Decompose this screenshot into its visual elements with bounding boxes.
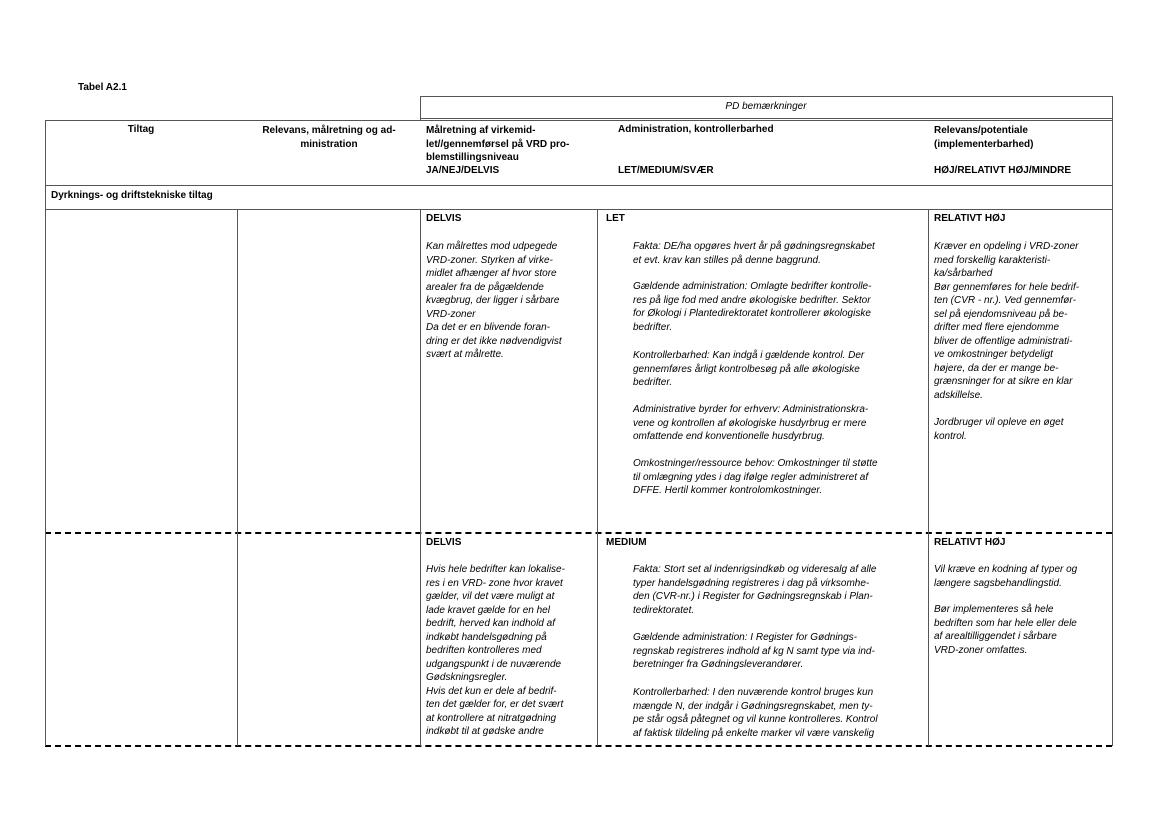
administration-rating: MEDIUM — [606, 537, 647, 548]
header-maalretning: Målretning af virkemid- let//gennemførsel på VRD pro- blemstillingsniveau — [426, 125, 570, 163]
administration-fakta: Fakta: Stort set al indenrigsindkøb og videresalg af alle typer handelsgødning registreres i dag på virksomhe- den (CVR-nr.) i Register for Gødningsregnskab i Plan- tedirektoratet. — [633, 564, 877, 616]
header-potentiale: Relevans/potentiale (implementerbarhed) — [934, 125, 1034, 150]
maalretning-text: Hvis hele bedrifter kan lokalise- res i en VRD- zone hvor kravet gælder, vil det være muligt at lade kravet gælde for en hel bedrift, herved kan indhold af indkøbt handelsgødning på bedriften kontrolleres med udgangspunkt i de nuværende Gødskningsregler. Hvis det kun er dele af bedrif- ten det gælder for, er det svært at kontrollere at nitratgødning indkøbt til at gødske andre — [426, 564, 565, 737]
header-tiltag: Tiltag — [127, 124, 155, 135]
maalretning-rating: DELVIS — [426, 213, 462, 224]
section-title: Dyrknings- og driftstekniske tiltag — [51, 190, 213, 201]
header-administration-scale: LET/MEDIUM/SVÆR — [618, 165, 714, 176]
pd-header: PD bemærkninger — [725, 101, 807, 112]
table-title: Tabel A2.1 — [78, 82, 127, 93]
potentiale-rating: RELATIVT HØJ — [934, 213, 1006, 224]
header-administration: Administration, kontrollerbarhed — [618, 124, 774, 135]
administration-rating: LET — [606, 213, 625, 224]
header-maalretning-scale: JA/NEJ/DELVIS — [426, 165, 500, 176]
maalretning-rating: DELVIS — [426, 537, 462, 548]
administration-kontrollerbarhed: Kontrollerbarhed: I den nuværende kontrol bruges kun mængde N, der indgår i Gødningsregnskabet, men ty- pe står også påtegnet og vil kunne kontrolleres. Kontrol af faktisk tildeling på enkelte marker vil være vanskelig — [633, 687, 878, 739]
potentiale-rating: RELATIVT HØJ — [934, 537, 1006, 548]
potentiale-note: Jordbruger vil opleve en øget kontrol. — [934, 417, 1064, 442]
administration-byrder: Administrative byrder for erhverv: Administrationskra- vene og kontrollen af økologiske husdyrbrug er mere omfattende end konventionelle husdyrbrug. — [633, 404, 869, 442]
header-potentiale-scale: HØJ/RELATIVT HØJ/MINDRE — [934, 165, 1072, 176]
administration-omkostninger: Omkostninger/ressource behov: Omkostninger til støtte til omlægning ydes i dag ifølge regler administreret af DFFE. Hertil kommer kontrolomkostninger. — [633, 458, 878, 496]
administration-gaeldende: Gældende administration: I Register for Gødnings- regnskab registreres indhold af kg N samt type via ind- beretninger fra Gødningsleverandører. — [633, 632, 875, 670]
administration-kontrollerbarhed: Kontrollerbarhed: Kan indgå i gældende kontrol. Der gennemføres årligt kontrolbesøg på alle økologiske bedrifter. — [633, 350, 865, 388]
maalretning-text: Kan målrettes mod udpegede VRD-zoner. Styrken af virke- midlet afhænger af hvor store arealer fra de pågældende kvægbrug, der ligger i sårbare VRD-zoner Da det er en blivende foran- dring er det ikke nødvendigvist svært at målrette. — [426, 241, 562, 360]
header-relevans: Relevans, målretning og ad- ministration — [262, 125, 396, 150]
potentiale-text: Vil kræve en kodning af typer og længere sagsbehandlingstid. — [934, 564, 1078, 589]
potentiale-note: Bør implementeres så hele bedriften som har hele eller dele af arealtilliggendet i sårbare VRD-zoner omfattes. — [934, 604, 1077, 656]
administration-gaeldende: Gældende administration: Omlagte bedrifter kontrolle- res på lige fod med andre økologiske bedrifter. Sektor for Økologi i Plantedirektoratet kontrollerer økologiske bedrifter. — [633, 281, 872, 333]
potentiale-text: Kræver en opdeling i VRD-zoner med forskellig karakteristi- ka/sårbarhed Bør gennemføres for hele bedrif- ten (CVR - nr.). Ved gennemfør- sel på ejendomsniveau på be- drifter med flere ejendomme bliver de offentlige administrati- ve omkostninger betydeligt højere, da der er mange be- grænsninger for at sikre en klar adskillelse. — [934, 241, 1080, 401]
administration-fakta: Fakta: DE/ha opgøres hvert år på gødningsregnskabet et evt. krav kan stilles på denne baggrund. — [633, 241, 875, 266]
